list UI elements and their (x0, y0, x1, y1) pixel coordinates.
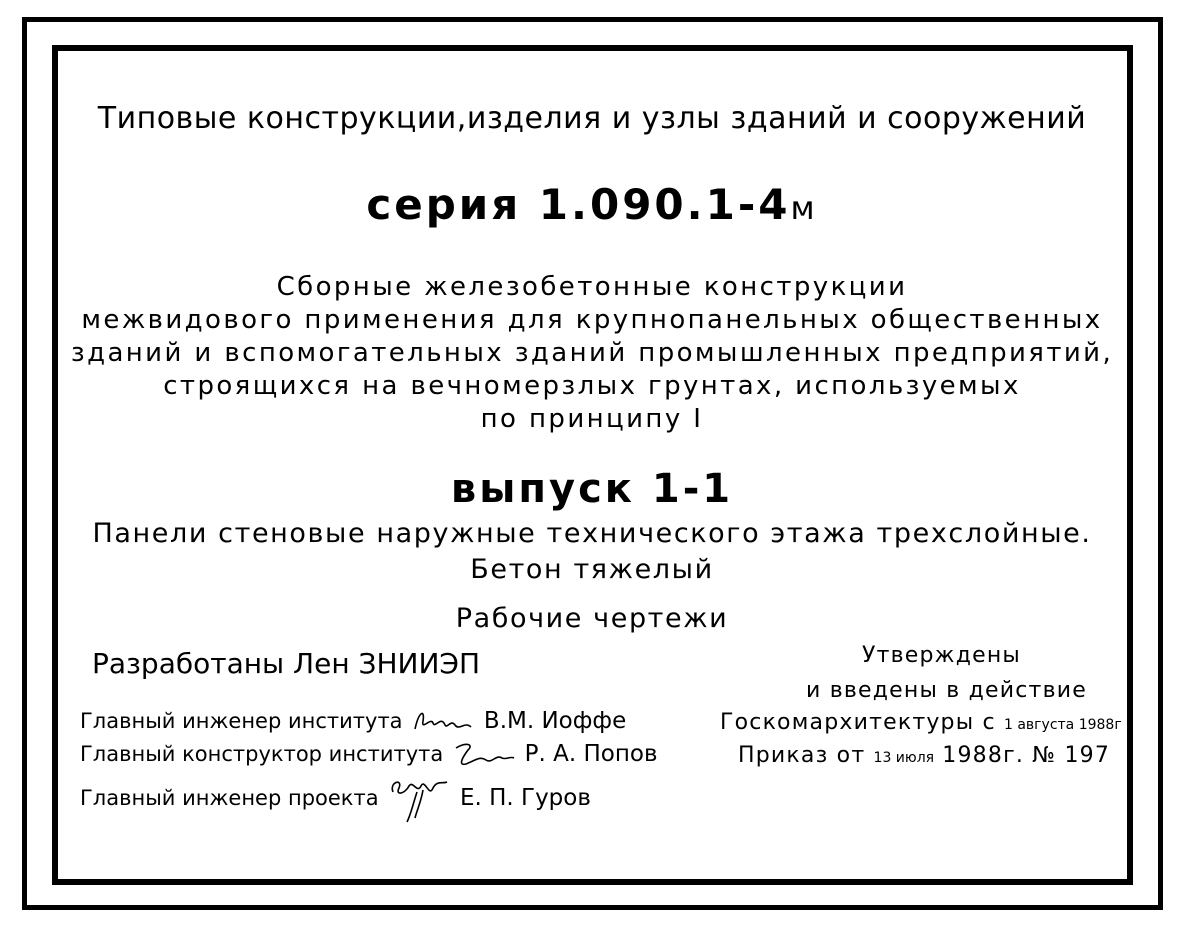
description-line-4: строящихся на вечномерзлых грунтах, используемых (163, 371, 1021, 401)
description-line-1: Сборные железобетонные конструкции (276, 272, 908, 302)
approval-line-4 (738, 745, 1110, 767)
order-prefix: Приказ от (738, 743, 866, 768)
description-line-2: межвидового применения для крупнопанельных общественных (81, 305, 1103, 335)
approval-line-2: и введены в действие (806, 678, 1087, 703)
description-line-3: зданий и вспомогательных зданий промышленных предприятий, (70, 338, 1114, 368)
order-date: 13 июля (873, 750, 935, 766)
document-header: Типовые конструкции,изделия и узлы зданий и сооружений (97, 101, 1087, 136)
signatory-name-2: Р. А. Попов (524, 741, 658, 767)
approval-effective-date: 1 августа 1988г (1003, 717, 1122, 733)
signature-2-icon (452, 740, 516, 770)
signatory-role-1: Главный инженер института (80, 709, 403, 733)
subtitle-line-3: Рабочие чертежи (455, 603, 729, 634)
subtitle-line-2: Бетон тяжелый (470, 554, 714, 585)
subtitle-line-1: Панели стеновые наружные технического этажа трехслойные. (92, 518, 1092, 549)
signatory-row-2 (80, 740, 658, 770)
signatory-row-1 (80, 707, 626, 737)
series-label: серия 1.090.1-4 (366, 180, 791, 229)
series-title (0, 180, 1184, 229)
description-line-5: по принципу I (480, 404, 704, 434)
signature-3-icon (387, 774, 451, 824)
signature-1-icon (411, 707, 475, 737)
signatory-row-3 (80, 774, 591, 824)
signatory-role-3: Главный инженер проекта (80, 786, 379, 810)
signatory-name-1: В.М. Иоффе (483, 708, 627, 734)
signatory-name-3: Е. П. Гуров (459, 785, 591, 811)
series-suffix: м (790, 189, 818, 227)
signatory-role-2: Главный конструктор института (80, 742, 444, 766)
developer-line: Разработаны Лен ЗНИИЭП (92, 647, 481, 680)
approval-line-3 (720, 712, 1122, 734)
order-number: 1988г. № 197 (942, 743, 1111, 768)
approval-authority: Госкомархитектуры с (720, 710, 996, 735)
approval-line-1: Утверждены (862, 643, 1022, 668)
issue-title: выпуск 1-1 (450, 466, 734, 512)
